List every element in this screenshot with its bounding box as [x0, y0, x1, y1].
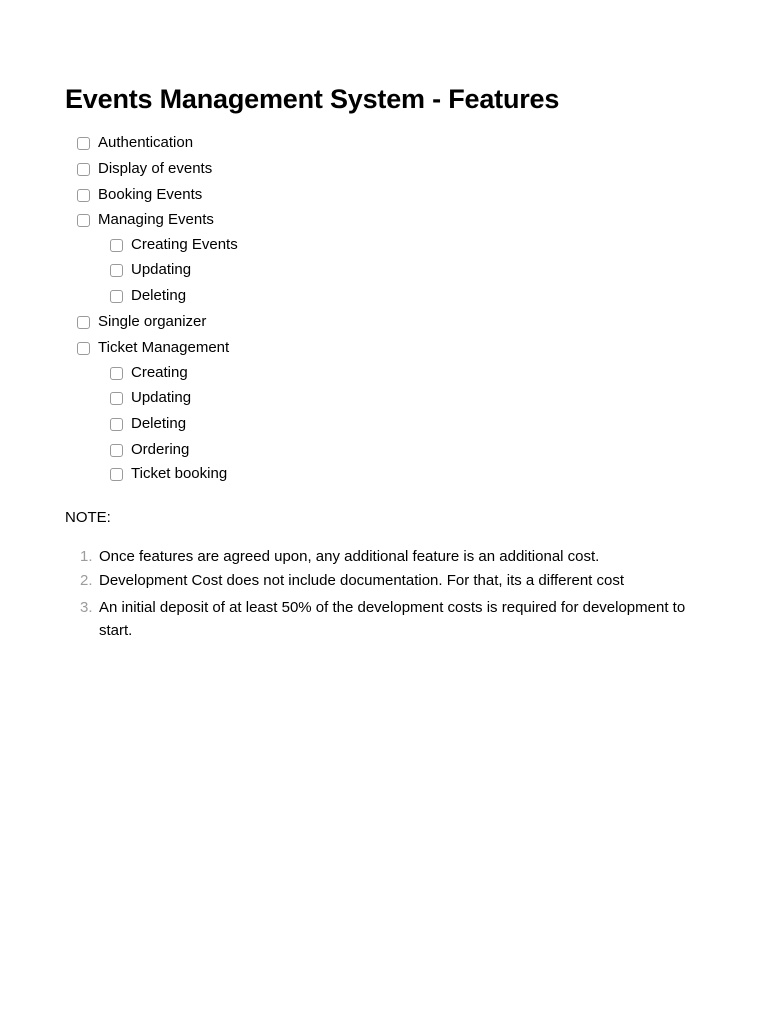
checklist-subitem — [110, 259, 191, 281]
checklist-item-label: Ticket Management — [98, 339, 230, 356]
checkbox[interactable] — [110, 367, 123, 380]
checklist-item — [77, 184, 202, 206]
checklist-item — [77, 311, 206, 333]
checklist-subitem-label: Creating Events — [131, 236, 238, 253]
checkbox[interactable] — [77, 342, 90, 355]
checkbox[interactable] — [110, 264, 123, 277]
note-heading: NOTE: — [65, 509, 111, 526]
note-text: Once features are agreed upon, any additional feature is an additional cost. — [99, 548, 600, 565]
note-number: 2. — [80, 572, 93, 589]
checklist-subitem-label: Updating — [131, 261, 192, 278]
checklist-item — [77, 337, 229, 359]
checklist-subitem-label: Ticket booking — [131, 465, 228, 482]
note-number: 3. — [80, 599, 93, 616]
checklist-item-label: Display of events — [98, 160, 213, 177]
checkbox[interactable] — [77, 189, 90, 202]
checklist-subitem — [110, 285, 186, 307]
checklist-subitem-label: Deleting — [131, 415, 187, 432]
note-number: 1. — [80, 548, 93, 565]
checklist-item-label: Managing Events — [98, 211, 214, 228]
note-item — [80, 569, 720, 592]
checklist-subitem — [110, 362, 188, 384]
checklist-item — [77, 209, 214, 231]
checklist-subitem — [110, 387, 191, 409]
note-text: Development Cost does not include documentation. For that, its a different cost — [99, 572, 625, 589]
checkbox[interactable] — [110, 468, 123, 481]
note-text: An initial deposit of at least 50% of the development costs is required for development to start. — [99, 599, 686, 639]
checklist-subitem-label: Ordering — [131, 441, 190, 458]
checklist-subitem — [110, 463, 227, 485]
checklist-item-label: Authentication — [98, 134, 194, 151]
checkbox[interactable] — [77, 163, 90, 176]
checklist-item — [77, 132, 193, 154]
checklist-subitem-label: Creating — [131, 364, 188, 381]
checklist-subitem-label: Deleting — [131, 287, 187, 304]
checklist-subitem — [110, 413, 186, 435]
checklist-item-label: Booking Events — [98, 186, 203, 203]
checkbox[interactable] — [110, 239, 123, 252]
note-item — [80, 596, 720, 642]
checkbox[interactable] — [110, 418, 123, 431]
page-title: Events Management System - Features — [65, 84, 560, 114]
checklist-subitem — [110, 439, 189, 461]
note-item — [80, 545, 720, 568]
checklist-subitem — [110, 234, 238, 256]
checkbox[interactable] — [77, 214, 90, 227]
checkbox[interactable] — [77, 137, 90, 150]
checkbox[interactable] — [110, 290, 123, 303]
checkbox[interactable] — [110, 392, 123, 405]
checkbox[interactable] — [77, 316, 90, 329]
checkbox[interactable] — [110, 444, 123, 457]
checklist-item-label: Single organizer — [98, 313, 207, 330]
checklist-item — [77, 158, 212, 180]
checklist-subitem-label: Updating — [131, 389, 192, 406]
